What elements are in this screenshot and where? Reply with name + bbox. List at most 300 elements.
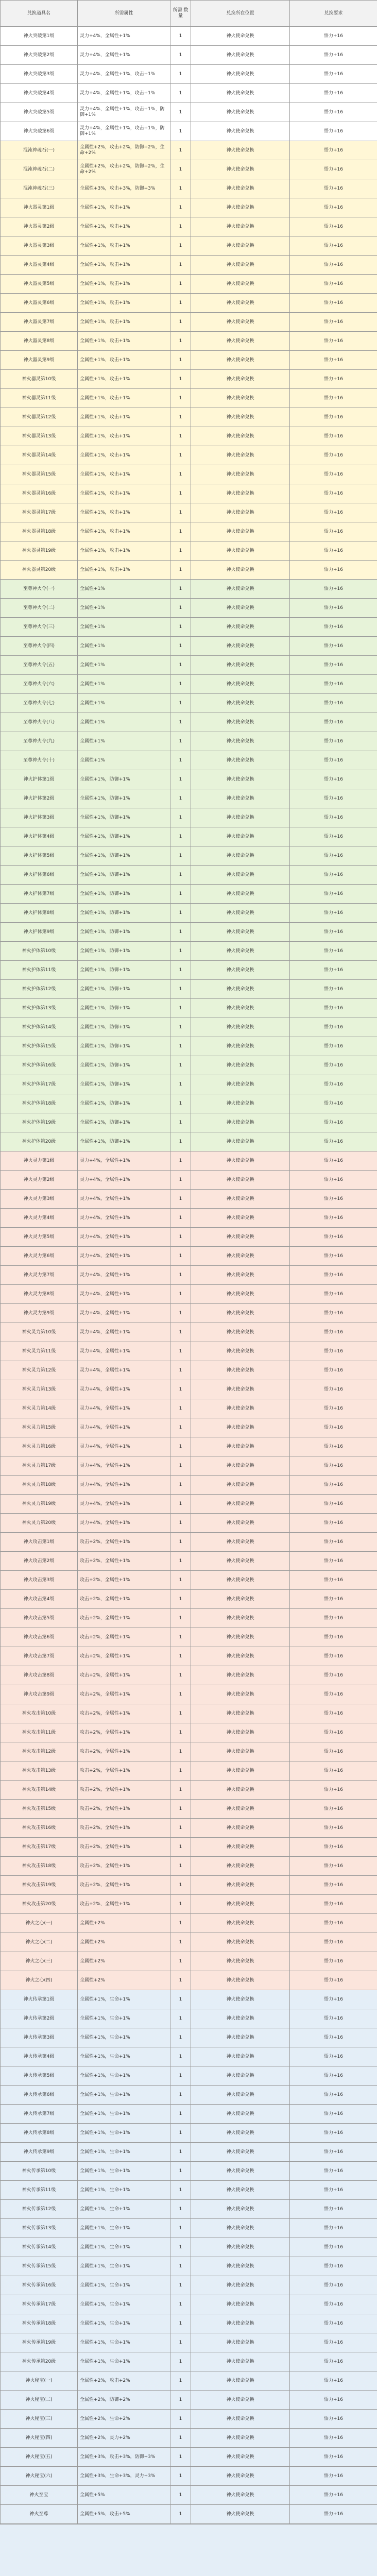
cell-exchange-requirement: 悟力+16 (290, 694, 377, 713)
cell-item-name: 神火传承第10级 (1, 2162, 78, 2181)
cell-required-stats: 灵力+4%，全属性+1% (78, 1323, 170, 1342)
table-row (1, 351, 377, 370)
cell-exchange-requirement: 悟力+16 (290, 1685, 377, 1704)
table-row (1, 2047, 377, 2066)
table-row (1, 1781, 377, 1800)
cell-required-stats: 灵力+4%，全属性+1% (78, 1361, 170, 1380)
cell-exchange-location: 神火使命兑换 (191, 332, 290, 351)
table-row (1, 1151, 377, 1171)
cell-item-name: 神火灵力第8级 (1, 1285, 78, 1304)
cell-exchange-location: 神火使命兑换 (191, 217, 290, 236)
cell-exchange-requirement: 悟力+16 (290, 503, 377, 522)
cell-exchange-location: 神火使命兑换 (191, 1380, 290, 1399)
cell-item-name: 神火传承第12级 (1, 2200, 78, 2219)
cell-required-count: 1 (170, 370, 191, 389)
cell-exchange-requirement: 悟力+16 (290, 465, 377, 484)
cell-exchange-location: 神火使命兑换 (191, 1171, 290, 1190)
cell-required-count: 1 (170, 351, 191, 370)
cell-exchange-location: 神火使命兑换 (191, 2066, 290, 2086)
cell-exchange-location: 神火使命兑换 (191, 1151, 290, 1171)
table-row (1, 2505, 377, 2524)
cell-exchange-location: 神火使命兑换 (191, 2314, 290, 2333)
cell-exchange-location: 神火使命兑换 (191, 1590, 290, 1609)
cell-exchange-requirement: 悟力+16 (290, 561, 377, 580)
cell-exchange-location: 神火使命兑换 (191, 2352, 290, 2371)
cell-required-count: 1 (170, 2238, 191, 2257)
cell-exchange-location: 神火使命兑换 (191, 198, 290, 217)
cell-exchange-requirement: 悟力+16 (290, 1075, 377, 1094)
table-row (1, 141, 377, 160)
cell-exchange-location: 神火使命兑换 (191, 1628, 290, 1647)
cell-required-count: 1 (170, 1209, 191, 1228)
cell-exchange-location: 神火使命兑换 (191, 1399, 290, 1418)
cell-exchange-location: 神火使命兑换 (191, 141, 290, 160)
cell-item-name: 神火护体第1级 (1, 770, 78, 789)
cell-item-name: 神火护体第19级 (1, 1113, 78, 1132)
cell-exchange-requirement: 悟力+16 (290, 1857, 377, 1876)
cell-exchange-location: 神火使命兑换 (191, 2086, 290, 2105)
cell-required-count: 1 (170, 1742, 191, 1761)
cell-exchange-requirement: 悟力+16 (290, 2391, 377, 2410)
cell-required-count: 1 (170, 1971, 191, 1990)
cell-item-name: 神火器灵第5级 (1, 275, 78, 294)
cell-required-stats: 灵力+4%，全属性+1%，攻击+1% (78, 84, 170, 103)
cell-exchange-location: 神火使命兑换 (191, 1990, 290, 2009)
cell-required-stats: 全属性+1%，生命+1% (78, 2047, 170, 2066)
cell-required-stats: 灵力+4%，全属性+1%，攻击+1% (78, 65, 170, 84)
cell-required-stats: 灵力+4%，全属性+1% (78, 1514, 170, 1533)
table-row (1, 1647, 377, 1666)
cell-exchange-location: 神火使命兑换 (191, 1533, 290, 1552)
cell-exchange-location: 神火使命兑换 (191, 1666, 290, 1685)
cell-required-stats: 全属性+2%，生命+2% (78, 2410, 170, 2429)
cell-exchange-requirement: 悟力+16 (290, 866, 377, 885)
cell-item-name: 神火秘宝(二) (1, 2391, 78, 2410)
cell-exchange-requirement: 悟力+16 (290, 1514, 377, 1533)
cell-required-stats: 全属性+5% (78, 2486, 170, 2505)
cell-required-stats: 全属性+2%，攻击+2% (78, 2371, 170, 2391)
table-row (1, 2219, 377, 2238)
cell-exchange-requirement: 悟力+16 (290, 1742, 377, 1761)
cell-required-count: 1 (170, 2162, 191, 2181)
table-row (1, 427, 377, 446)
cell-exchange-requirement: 悟力+16 (290, 427, 377, 446)
cell-exchange-requirement: 悟力+16 (290, 923, 377, 942)
table-row (1, 1132, 377, 1151)
cell-exchange-requirement: 悟力+16 (290, 2200, 377, 2219)
cell-item-name: 神火传承第5级 (1, 2066, 78, 2086)
table-row (1, 866, 377, 885)
cell-item-name: 神火传承第6级 (1, 2086, 78, 2105)
cell-exchange-requirement: 悟力+16 (290, 1285, 377, 1304)
cell-exchange-location: 神火使命兑换 (191, 618, 290, 637)
table-row (1, 408, 377, 427)
cell-required-stats: 攻击+2%，全属性+1% (78, 1800, 170, 1819)
cell-required-stats: 全属性+2%，灵力+2% (78, 2429, 170, 2448)
table-row (1, 2086, 377, 2105)
cell-required-stats: 攻击+2%，全属性+1% (78, 1742, 170, 1761)
cell-exchange-requirement: 悟力+16 (290, 1838, 377, 1857)
cell-exchange-location: 神火使命兑换 (191, 1361, 290, 1380)
cell-required-count: 1 (170, 1800, 191, 1819)
cell-exchange-requirement: 悟力+16 (290, 942, 377, 961)
cell-exchange-location: 神火使命兑换 (191, 179, 290, 198)
cell-exchange-requirement: 悟力+16 (290, 1609, 377, 1628)
cell-required-count: 1 (170, 541, 191, 561)
cell-required-count: 1 (170, 1437, 191, 1456)
cell-required-count: 1 (170, 84, 191, 103)
cell-item-name: 神火器灵第14级 (1, 446, 78, 465)
table-row (1, 580, 377, 599)
cell-required-count: 1 (170, 2410, 191, 2429)
cell-required-stats: 灵力+4%，全属性+1% (78, 1418, 170, 1437)
cell-item-name: 神火传承第19级 (1, 2333, 78, 2352)
table-row (1, 1761, 377, 1781)
cell-exchange-requirement: 悟力+16 (290, 256, 377, 275)
cell-item-name: 神火传承第16级 (1, 2276, 78, 2295)
cell-required-count: 1 (170, 1304, 191, 1323)
cell-required-stats: 灵力+4%，全属性+1% (78, 1304, 170, 1323)
table-row (1, 122, 377, 141)
table-row (1, 923, 377, 942)
cell-exchange-requirement: 悟力+16 (290, 27, 377, 46)
cell-exchange-location: 神火使命兑换 (191, 1056, 290, 1075)
cell-required-stats: 全属性+1% (78, 751, 170, 770)
table-row (1, 65, 377, 84)
table-row (1, 2200, 377, 2219)
table-row (1, 332, 377, 351)
table-row (1, 827, 377, 846)
cell-item-name: 神火灵力第19级 (1, 1495, 78, 1514)
cell-item-name: 神火传承第11级 (1, 2181, 78, 2200)
cell-required-count: 1 (170, 1704, 191, 1723)
cell-exchange-requirement: 悟力+16 (290, 46, 377, 65)
cell-exchange-requirement: 悟力+16 (290, 637, 377, 656)
cell-required-count: 1 (170, 866, 191, 885)
cell-required-count: 1 (170, 1132, 191, 1151)
cell-item-name: 神火器灵第16级 (1, 484, 78, 503)
cell-required-stats: 全属性+1%，生命+1% (78, 2009, 170, 2028)
cell-required-stats: 全属性+1%，防御+1% (78, 904, 170, 923)
cell-exchange-location: 神火使命兑换 (191, 1190, 290, 1209)
table-row (1, 618, 377, 637)
table-row (1, 980, 377, 999)
cell-exchange-requirement: 悟力+16 (290, 1437, 377, 1456)
cell-item-name: 神火护体第16级 (1, 1056, 78, 1075)
cell-required-stats: 全属性+1%，防御+1% (78, 980, 170, 999)
table-row (1, 1990, 377, 2009)
cell-exchange-requirement: 悟力+16 (290, 122, 377, 141)
table-row (1, 1552, 377, 1571)
cell-required-count: 1 (170, 103, 191, 122)
cell-required-stats: 全属性+1%，生命+1% (78, 2162, 170, 2181)
cell-required-count: 1 (170, 1056, 191, 1075)
cell-required-stats: 全属性+1%，攻击+1% (78, 275, 170, 294)
cell-required-stats: 全属性+1%，攻击+1% (78, 484, 170, 503)
table-row (1, 2352, 377, 2371)
cell-exchange-location: 神火使命兑换 (191, 1571, 290, 1590)
cell-exchange-requirement: 悟力+16 (290, 2314, 377, 2333)
cell-required-count: 1 (170, 2429, 191, 2448)
table-row (1, 1704, 377, 1723)
cell-required-count: 1 (170, 1228, 191, 1247)
cell-required-count: 1 (170, 160, 191, 179)
cell-item-name: 神火攻击第15级 (1, 1800, 78, 1819)
cell-item-name: 神火护体第12级 (1, 980, 78, 999)
table-row (1, 1361, 377, 1380)
cell-exchange-location: 神火使命兑换 (191, 1476, 290, 1495)
cell-exchange-requirement: 悟力+16 (290, 732, 377, 751)
cell-required-stats: 攻击+2%，全属性+1% (78, 1647, 170, 1666)
cell-required-count: 1 (170, 1723, 191, 1742)
cell-exchange-requirement: 悟力+16 (290, 675, 377, 694)
cell-required-stats: 攻击+2%，全属性+1% (78, 1857, 170, 1876)
table-row (1, 1437, 377, 1456)
cell-exchange-location: 神火使命兑换 (191, 713, 290, 732)
cell-exchange-requirement: 悟力+16 (290, 2028, 377, 2047)
table-row (1, 1247, 377, 1266)
cell-exchange-location: 神火使命兑换 (191, 408, 290, 427)
cell-exchange-location: 神火使命兑换 (191, 2219, 290, 2238)
cell-exchange-requirement: 悟力+16 (290, 1018, 377, 1037)
table-row (1, 160, 377, 179)
table-row (1, 1514, 377, 1533)
cell-required-count: 1 (170, 1571, 191, 1590)
cell-required-stats: 全属性+1%，攻击+1% (78, 465, 170, 484)
cell-exchange-requirement: 悟力+16 (290, 313, 377, 332)
cell-required-stats: 攻击+2%，全属性+1% (78, 1552, 170, 1571)
cell-exchange-location: 神火使命兑换 (191, 2276, 290, 2295)
cell-exchange-requirement: 悟力+16 (290, 541, 377, 561)
cell-item-name: 神火器灵第4级 (1, 256, 78, 275)
cell-required-count: 1 (170, 2314, 191, 2333)
cell-item-name: 神火灵力第15级 (1, 1418, 78, 1437)
cell-exchange-requirement: 悟力+16 (290, 1380, 377, 1399)
cell-item-name: 神火灵力第11级 (1, 1342, 78, 1361)
cell-item-name: 神火护体第20级 (1, 1132, 78, 1151)
cell-item-name: 神火秘宝(四) (1, 2429, 78, 2448)
table-row (1, 370, 377, 389)
cell-exchange-requirement: 悟力+16 (290, 1761, 377, 1781)
cell-required-stats: 全属性+1%，防御+1% (78, 827, 170, 846)
table-row (1, 770, 377, 789)
table-row (1, 275, 377, 294)
cell-exchange-requirement: 悟力+16 (290, 656, 377, 675)
cell-exchange-requirement: 悟力+16 (290, 1552, 377, 1571)
cell-item-name: 神火之心(一) (1, 1914, 78, 1933)
cell-required-stats: 全属性+1%，防御+1% (78, 942, 170, 961)
cell-required-count: 1 (170, 580, 191, 599)
table-row (1, 2066, 377, 2086)
cell-required-stats: 全属性+3%，生命+3%，灵力+3% (78, 2467, 170, 2486)
cell-exchange-location: 神火使命兑换 (191, 694, 290, 713)
cell-item-name: 神火之心(三) (1, 1952, 78, 1971)
cell-required-count: 1 (170, 808, 191, 827)
cell-required-stats: 全属性+1%，防御+1% (78, 1056, 170, 1075)
cell-exchange-location: 神火使命兑换 (191, 1132, 290, 1151)
table-row (1, 2143, 377, 2162)
cell-exchange-requirement: 悟力+16 (290, 580, 377, 599)
cell-required-count: 1 (170, 1342, 191, 1361)
cell-exchange-requirement: 悟力+16 (290, 2143, 377, 2162)
cell-item-name: 神火攻击第16级 (1, 1819, 78, 1838)
cell-required-stats: 全属性+1% (78, 637, 170, 656)
cell-exchange-requirement: 悟力+16 (290, 65, 377, 84)
cell-exchange-requirement: 悟力+16 (290, 618, 377, 637)
cell-item-name: 神火护体第4级 (1, 827, 78, 846)
cell-required-stats: 全属性+1%，攻击+1% (78, 332, 170, 351)
table-row (1, 2124, 377, 2143)
cell-exchange-location: 神火使命兑换 (191, 1952, 290, 1971)
cell-item-name: 神火之心(二) (1, 1933, 78, 1952)
cell-exchange-requirement: 悟力+16 (290, 1781, 377, 1800)
cell-exchange-requirement: 悟力+16 (290, 713, 377, 732)
cell-required-count: 1 (170, 1495, 191, 1514)
cell-required-count: 1 (170, 2295, 191, 2314)
cell-exchange-location: 神火使命兑换 (191, 1037, 290, 1056)
cell-item-name: 神火灵力第12级 (1, 1361, 78, 1380)
cell-exchange-requirement: 悟力+16 (290, 1990, 377, 2009)
cell-exchange-requirement: 悟力+16 (290, 294, 377, 313)
cell-required-count: 1 (170, 980, 191, 999)
cell-exchange-location: 神火使命兑换 (191, 2009, 290, 2028)
cell-item-name: 神火灵力第18级 (1, 1476, 78, 1495)
cell-exchange-location: 神火使命兑换 (191, 2448, 290, 2467)
cell-item-name: 至尊神火令(二) (1, 599, 78, 618)
cell-exchange-location: 神火使命兑换 (191, 2143, 290, 2162)
cell-required-stats: 攻击+2%，全属性+1% (78, 1723, 170, 1742)
cell-required-count: 1 (170, 522, 191, 541)
cell-required-count: 1 (170, 1247, 191, 1266)
cell-item-name: 神火传承第13级 (1, 2219, 78, 2238)
cell-required-stats: 全属性+1%，生命+1% (78, 2238, 170, 2257)
table-row (1, 2238, 377, 2257)
cell-required-count: 1 (170, 1990, 191, 2009)
cell-item-name: 神火突破第1级 (1, 27, 78, 46)
cell-exchange-requirement: 悟力+16 (290, 1037, 377, 1056)
cell-required-stats: 攻击+2%，全属性+1% (78, 1704, 170, 1723)
cell-exchange-location: 神火使命兑换 (191, 446, 290, 465)
cell-required-stats: 攻击+2%，全属性+1% (78, 1628, 170, 1647)
cell-exchange-location: 神火使命兑换 (191, 1800, 290, 1819)
cell-exchange-requirement: 悟力+16 (290, 999, 377, 1018)
cell-item-name: 神火攻击第4级 (1, 1590, 78, 1609)
cell-exchange-location: 神火使命兑换 (191, 2257, 290, 2276)
cell-exchange-location: 神火使命兑换 (191, 2505, 290, 2524)
cell-item-name: 神火突破第5级 (1, 103, 78, 122)
cell-exchange-location: 神火使命兑换 (191, 1437, 290, 1456)
table-row (1, 1037, 377, 1056)
header-required-count: 所需 数量 (170, 1, 191, 27)
cell-required-count: 1 (170, 256, 191, 275)
cell-item-name: 神火传承第8级 (1, 2124, 78, 2143)
cell-required-count: 1 (170, 770, 191, 789)
cell-required-count: 1 (170, 2448, 191, 2467)
table-row (1, 1266, 377, 1285)
cell-required-stats: 全属性+1%，攻击+1% (78, 370, 170, 389)
cell-exchange-requirement: 悟力+16 (290, 1056, 377, 1075)
cell-required-stats: 灵力+4%，全属性+1% (78, 1151, 170, 1171)
cell-required-count: 1 (170, 1285, 191, 1304)
table-row (1, 1380, 377, 1399)
cell-exchange-location: 神火使命兑换 (191, 999, 290, 1018)
cell-exchange-location: 神火使命兑换 (191, 103, 290, 122)
cell-required-stats: 全属性+1%，生命+1% (78, 2181, 170, 2200)
cell-item-name: 至尊神火令(五) (1, 656, 78, 675)
table-row (1, 599, 377, 618)
cell-exchange-requirement: 悟力+16 (290, 1704, 377, 1723)
cell-item-name: 神火秘宝(六) (1, 2467, 78, 2486)
cell-exchange-location: 神火使命兑换 (191, 732, 290, 751)
cell-required-count: 1 (170, 1552, 191, 1571)
cell-item-name: 神火器灵第13级 (1, 427, 78, 446)
cell-exchange-location: 神火使命兑换 (191, 1761, 290, 1781)
cell-exchange-location: 神火使命兑换 (191, 65, 290, 84)
cell-required-count: 1 (170, 2467, 191, 2486)
cell-exchange-location: 神火使命兑换 (191, 275, 290, 294)
cell-exchange-location: 神火使命兑换 (191, 1018, 290, 1037)
header-item-name: 兑换道具名 (1, 1, 78, 27)
cell-exchange-location: 神火使命兑换 (191, 1228, 290, 1247)
cell-item-name: 神火传承第9级 (1, 2143, 78, 2162)
cell-item-name: 神火护体第17级 (1, 1075, 78, 1094)
cell-exchange-requirement: 悟力+16 (290, 1113, 377, 1132)
cell-exchange-requirement: 悟力+16 (290, 1647, 377, 1666)
table-row (1, 561, 377, 580)
cell-item-name: 神火护体第7级 (1, 885, 78, 904)
table-row (1, 2333, 377, 2352)
cell-item-name: 神火攻击第19级 (1, 1876, 78, 1895)
cell-required-count: 1 (170, 923, 191, 942)
cell-item-name: 神火攻击第6级 (1, 1628, 78, 1647)
cell-exchange-location: 神火使命兑换 (191, 2124, 290, 2143)
cell-required-count: 1 (170, 2105, 191, 2124)
cell-required-stats: 全属性+1%，防御+1% (78, 923, 170, 942)
cell-item-name: 神火传承第15级 (1, 2257, 78, 2276)
cell-item-name: 神火突破第6级 (1, 122, 78, 141)
cell-exchange-location: 神火使命兑换 (191, 1323, 290, 1342)
cell-exchange-location: 神火使命兑换 (191, 1266, 290, 1285)
table-body (1, 27, 377, 2524)
cell-exchange-requirement: 悟力+16 (290, 1952, 377, 1971)
cell-required-count: 1 (170, 1933, 191, 1952)
cell-item-name: 神火护体第18级 (1, 1094, 78, 1113)
cell-exchange-requirement: 悟力+16 (290, 351, 377, 370)
table-row (1, 1171, 377, 1190)
cell-exchange-requirement: 悟力+16 (290, 389, 377, 408)
cell-required-count: 1 (170, 1476, 191, 1495)
cell-required-stats: 全属性+1%，攻击+1% (78, 427, 170, 446)
table-row (1, 1285, 377, 1304)
cell-item-name: 神火灵力第10级 (1, 1323, 78, 1342)
cell-required-stats: 全属性+1%，防御+1% (78, 999, 170, 1018)
cell-item-name: 神火攻击第20级 (1, 1895, 78, 1914)
cell-exchange-location: 神火使命兑换 (191, 2028, 290, 2047)
cell-item-name: 神火灵力第2级 (1, 1171, 78, 1190)
cell-required-count: 1 (170, 408, 191, 427)
cell-exchange-requirement: 悟力+16 (290, 2238, 377, 2257)
cell-required-stats: 攻击+2%，全属性+1% (78, 1609, 170, 1628)
cell-exchange-location: 神火使命兑换 (191, 827, 290, 846)
cell-required-count: 1 (170, 675, 191, 694)
table-row (1, 1838, 377, 1857)
cell-required-stats: 灵力+4%，全属性+1%，攻击+1%，防御+1% (78, 122, 170, 141)
cell-required-stats: 全属性+1%，攻击+1% (78, 294, 170, 313)
cell-item-name: 神火护体第15级 (1, 1037, 78, 1056)
cell-required-count: 1 (170, 1037, 191, 1056)
cell-required-stats: 全属性+1%，防御+1% (78, 808, 170, 827)
cell-required-stats: 全属性+1% (78, 580, 170, 599)
